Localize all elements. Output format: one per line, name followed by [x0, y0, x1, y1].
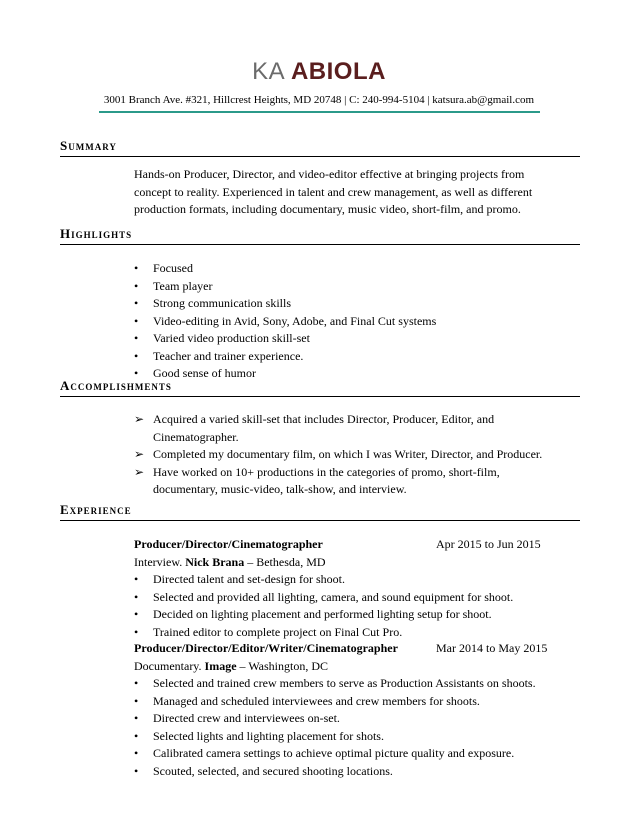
bullet-icon: •: [134, 763, 139, 778]
list-item: • Managed and scheduled interviewees and crew members for shoots.: [134, 693, 574, 711]
summary-line: concept to reality. Experienced in talent and crew management, as well as different: [134, 184, 533, 199]
list-item: • Selected and provided all lighting, camera, and sound equipment for shoot.: [134, 589, 574, 607]
list-item: • Selected and trained crew members to serve as Production Assistants on shoots.: [134, 675, 574, 693]
job-duties: [134, 571, 574, 641]
job-org-line: Interview. Nick Brana – Bethesda, MD: [134, 554, 326, 569]
bullet-icon: •: [134, 676, 139, 690]
candidate-name: [0, 58, 638, 86]
list-item: • Team player: [134, 278, 574, 296]
bullet-icon: •: [134, 728, 139, 743]
header-divider: [99, 111, 540, 113]
highlights-list: [134, 260, 574, 383]
list-item: ➢ Acquired a varied skill-set that includes Director, Producer, Editor, and Cinematographer.: [134, 412, 495, 444]
list-item: ➢ Completed my documentary film, on which I was Writer, Director, and Producer.: [134, 446, 574, 464]
highlights-list-wrap: [134, 260, 574, 383]
job-dates: Mar 2014 to May 2015: [436, 641, 548, 655]
job-org: Nick Brana: [185, 554, 245, 569]
list-item: • Directed crew and interviewees on-set.: [134, 710, 574, 728]
list-item: • Focused: [134, 260, 574, 278]
job-title: Producer/Director/Cinematographer: [134, 537, 323, 551]
list-item: • Teacher and trainer experience.: [134, 348, 574, 366]
job-entry: [134, 640, 574, 780]
summary-text: [134, 166, 574, 219]
job-title-row: [134, 640, 574, 658]
summary-divider: [60, 156, 580, 157]
bullet-icon: •: [134, 348, 139, 363]
last-name: ABIOLA: [290, 58, 386, 85]
experience-heading: Experience: [60, 502, 132, 517]
summary-heading: Summary: [60, 138, 117, 153]
summary-line: Hands-on Producer, Director, and video-editor effective at bringing projects from: [134, 167, 525, 181]
accomplishments-heading: Accomplishments: [60, 378, 172, 393]
arrow-bullet-icon: ➢: [134, 464, 145, 479]
bullet-icon: •: [134, 607, 139, 621]
bullet-icon: •: [134, 589, 139, 604]
highlights-heading: Highlights: [60, 226, 133, 241]
bullet-icon: •: [134, 313, 139, 328]
job-title: Producer/Director/Editor/Writer/Cinematographer: [134, 641, 398, 655]
job-title-row: [134, 536, 574, 554]
job-org: Image: [204, 658, 237, 673]
bullet-icon: •: [134, 624, 139, 639]
list-item: • Scouted, selected, and secured shooting locations.: [134, 763, 574, 781]
contact-line: 3001 Branch Ave. #321, Hillcrest Heights, MD 20748 | C: 240-994-5104 | katsura.ab@gmail.com: [103, 94, 535, 106]
accomplishments-divider: [60, 396, 580, 397]
list-item: • Selected lights and lighting placement for shots.: [134, 728, 574, 746]
list-item: • Directed talent and set-design for shoot.: [134, 571, 574, 589]
experience-divider: [60, 520, 580, 521]
arrow-bullet-icon: ➢: [134, 412, 145, 426]
accomplishments-list: [134, 411, 574, 499]
job-duties: [134, 675, 574, 780]
list-item: • Calibrated camera settings to achieve optimal picture quality and exposure.: [134, 745, 574, 763]
list-item: • Varied video production skill-set: [134, 330, 574, 348]
bullet-icon: •: [134, 746, 139, 760]
list-item: • Video-editing in Avid, Sony, Adobe, and Final Cut systems: [134, 313, 574, 331]
list-item: • Good sense of humor: [134, 365, 574, 383]
list-item: • Trained editor to complete project on Final Cut Pro.: [134, 624, 574, 642]
bullet-icon: •: [134, 572, 139, 586]
bullet-icon: •: [134, 711, 139, 725]
arrow-bullet-icon: ➢: [134, 447, 145, 461]
summary-line: production formats, including documentary, music video, short-film, and promo.: [134, 202, 521, 216]
bullet-icon: •: [134, 331, 139, 345]
first-name: KA: [252, 58, 284, 85]
accomplishments-list-wrap: [134, 411, 574, 499]
highlights-divider: [60, 244, 580, 245]
job-entry: [134, 536, 574, 641]
bullet-icon: •: [134, 261, 139, 275]
list-item: ➢ Have worked on 10+ productions in the categories of promo, short-film, documentary, music-video, talk-show, and interview.: [134, 464, 500, 496]
job-dates: Apr 2015 to Jun 2015: [436, 537, 541, 551]
bullet-icon: •: [134, 296, 139, 310]
bullet-icon: •: [134, 693, 139, 708]
job-org-line: Documentary. Image – Washington, DC: [134, 658, 329, 673]
list-item: • Strong communication skills: [134, 295, 574, 313]
bullet-icon: •: [134, 278, 139, 293]
bullet-icon: •: [134, 366, 139, 380]
list-item: • Decided on lighting placement and performed lighting setup for shoot.: [134, 606, 574, 624]
